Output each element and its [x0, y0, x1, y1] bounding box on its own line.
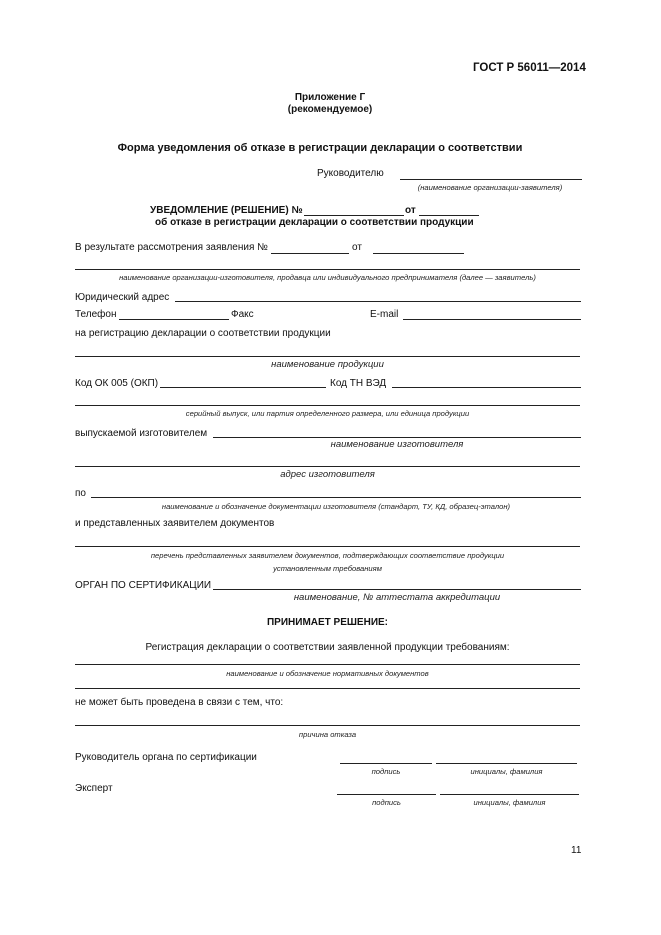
notice-date-line — [419, 215, 479, 216]
reason-line — [75, 725, 580, 726]
manufacturer-address-line — [75, 466, 580, 467]
review-label: В результате рассмотрения заявления № — [75, 242, 268, 253]
legal-address-line — [175, 301, 581, 302]
product-line — [75, 356, 580, 357]
email-line — [403, 319, 581, 320]
expert-signature-line — [337, 794, 436, 795]
addressee-caption: (наименование организации-заявителя) — [417, 183, 563, 192]
manufactured-by-label: выпускаемой изготовителем — [75, 428, 208, 439]
submitted-docs-line — [75, 546, 580, 547]
head-signature-caption: подпись — [371, 767, 401, 776]
phone-line — [119, 319, 229, 320]
fax-label: Факс — [231, 309, 254, 320]
appendix-subtitle: (рекомендуемое) — [287, 104, 373, 115]
standard-number: ГОСТ Р 56011—2014 — [473, 62, 586, 74]
documentation-caption: наименование и обозначение документации изготовителя (стандарт, ТУ, КД, образец-эталон) — [161, 502, 511, 511]
normative-caption: наименование и обозначение нормативных документов — [226, 669, 429, 678]
head-signature-line — [340, 763, 432, 764]
manufacturer-address-caption: адрес изготовителя — [280, 469, 375, 480]
documentation-line — [91, 497, 581, 498]
registration-text: на регистрацию декларации о соответствии продукции — [75, 328, 331, 339]
cert-body-line — [213, 589, 581, 590]
phone-label: Телефон — [75, 309, 117, 320]
manufacturer-line — [213, 437, 581, 438]
review-number-line — [271, 253, 349, 254]
addressee-label: Руководителю — [317, 168, 384, 179]
batch-line — [75, 405, 580, 406]
notice-subtitle: об отказе в регистрации декларации о соответствии продукции — [155, 217, 474, 228]
batch-caption: серийный выпуск, или партия определенного размера, или единица продукции — [185, 409, 470, 418]
review-date-label: от — [352, 242, 362, 253]
decision-text: Регистрация декларации о соответствии заявленной продукции требованиям: — [145, 642, 510, 653]
normative-line-2 — [75, 688, 580, 689]
expert-signature-label: Эксперт — [75, 783, 113, 794]
addressee-line — [400, 179, 582, 180]
applicant-caption: наименование организации-изготовителя, продавца или индивидуального предпринимателя (далее — заявитель) — [119, 273, 536, 282]
legal-address-label: Юридический адрес — [75, 292, 170, 303]
review-date-line — [373, 253, 464, 254]
head-initials-caption: инициалы, фамилия — [470, 767, 543, 776]
ok-code-line — [160, 387, 326, 388]
head-signature-label: Руководитель органа по сертификации — [75, 752, 257, 763]
email-label: E-mail — [370, 309, 399, 320]
product-caption: наименование продукции — [271, 359, 384, 370]
normative-line — [75, 664, 580, 665]
appendix-title: Приложение Г — [294, 92, 366, 103]
expert-initials-line — [440, 794, 579, 795]
applicant-line — [75, 269, 580, 270]
decision-heading: ПРИНИМАЕТ РЕШЕНИЕ: — [266, 617, 389, 628]
ok-code-label: Код ОК 005 (ОКП) — [75, 378, 159, 389]
form-title: Форма уведомления об отказе в регистрации декларации о соответствии — [117, 142, 523, 154]
docs-caption-1: перечень представленных заявителем документов, подтверждающих соответствие продукции — [150, 551, 505, 560]
expert-initials-caption: инициалы, фамилия — [473, 798, 546, 807]
cert-body-label: ОРГАН ПО СЕРТИФИКАЦИИ — [75, 580, 212, 591]
reason-caption: причина отказа — [298, 730, 357, 739]
head-initials-line — [436, 763, 577, 764]
submitted-docs-label: и представленных заявителем документов — [75, 518, 275, 529]
tn-code-line — [392, 387, 581, 388]
cert-body-caption: наименование, № аттестата аккредитации — [293, 592, 501, 603]
page-number: 11 — [571, 845, 582, 856]
expert-signature-caption: подпись — [372, 798, 401, 807]
notice-number-line — [304, 215, 404, 216]
by-label: по — [75, 488, 86, 499]
tn-code-label: Код ТН ВЭД — [330, 378, 387, 389]
manufacturer-caption: наименование изготовителя — [330, 439, 464, 450]
notice-title: УВЕДОМЛЕНИЕ (РЕШЕНИЕ) № — [150, 205, 303, 216]
docs-caption-2: установленным требованиям — [273, 564, 382, 573]
notice-date-label: от — [405, 205, 416, 216]
reason-text: не может быть проведена в связи с тем, что: — [75, 697, 284, 708]
